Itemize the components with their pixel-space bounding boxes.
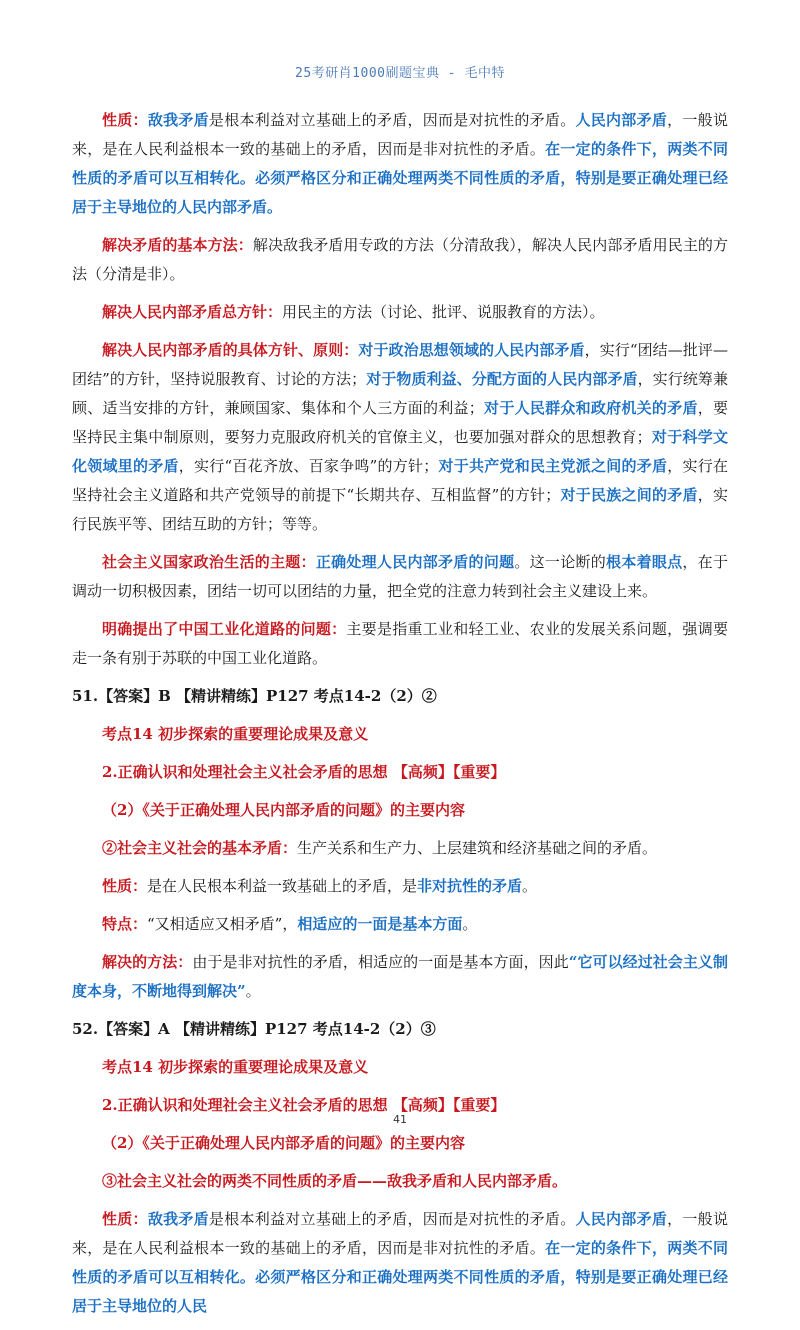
text-run: 对于物质利益、分配方面的人民内部矛盾 xyxy=(366,370,638,388)
text-run: ，一般说来，是在人民利益根本一致的基础上的矛盾，因而是非对抗性的矛盾。 xyxy=(72,1210,728,1257)
text-run: 解决人民内部矛盾总方针： xyxy=(102,303,283,321)
text-run: 考点14 初步探索的重要理论成果及意义 xyxy=(102,1058,369,1076)
text-run: 对于共产党和民主党派之间的矛盾 xyxy=(438,457,668,475)
text-run: 根本着眼点 xyxy=(606,553,683,571)
paragraph xyxy=(72,106,728,222)
text-run: 性质： xyxy=(102,111,148,129)
text-run: 相适应的一面是基本方面 xyxy=(297,915,463,933)
paragraph xyxy=(72,720,728,749)
paragraph xyxy=(72,336,728,539)
paragraph xyxy=(72,1015,728,1044)
text-run: 明确提出了中国工业化道路的问题： xyxy=(102,620,347,638)
text-run: ，实行民族平等、团结互助的方针；等等。 xyxy=(72,486,728,533)
text-run: ，要坚持民主集中制原则，要努力克服政府机关的官僚主义，也要加强对群众的思想教育； xyxy=(72,399,728,446)
page-header: 25考研肖1000刷题宝典 - 毛中特 xyxy=(295,66,505,81)
text-run: “它可以经过社会主义制度本身，不断地得到解决” xyxy=(72,953,728,1000)
paragraph xyxy=(72,682,728,711)
text-run: 性质： xyxy=(102,877,148,895)
text-run: 是根本利益对立基础上的矛盾，因而是对抗性的矛盾。 xyxy=(208,111,576,129)
text-run: 。 xyxy=(522,877,538,895)
text-run: 人民内部矛盾 xyxy=(575,1210,668,1228)
text-run: 解决的方法： xyxy=(102,953,193,971)
text-run: 考点14 初步探索的重要理论成果及意义 xyxy=(102,725,369,743)
paragraph xyxy=(72,231,728,289)
text-run: 是根本利益对立基础上的矛盾，因而是对抗性的矛盾。 xyxy=(208,1210,576,1228)
paragraph xyxy=(72,615,728,673)
text-run: 是在人民根本利益一致基础上的矛盾，是 xyxy=(147,877,418,895)
text-run: 对于科学文化领域里的矛盾 xyxy=(72,428,728,475)
text-run: 。这一论断的 xyxy=(514,553,607,571)
paragraph xyxy=(72,872,728,901)
answer-line: 52.【答案】A 【精讲精练】P127 考点14-2（2）③ xyxy=(72,1020,436,1038)
document-body xyxy=(72,106,728,1330)
text-run: 解决人民内部矛盾的具体方针、原则： xyxy=(102,341,359,359)
text-run: （2）《关于正确处理人民内部矛盾的问题》的主要内容 xyxy=(102,1134,465,1152)
text-run: ，在于调动一切积极因素，团结一切可以团结的力量，把全党的注意力转到社会主义建设上来。 xyxy=(72,553,728,600)
page-number: 41 xyxy=(393,1113,407,1126)
text-run: ③社会主义社会的两类不同性质的矛盾——敌我矛盾和人民内部矛盾。 xyxy=(102,1172,568,1190)
text-run: 对于人民群众和政府机关的矛盾 xyxy=(483,399,698,417)
text-run: 敌我矛盾 xyxy=(147,111,209,129)
text-run: ，实行“百花齐放、百家争鸣”的方针； xyxy=(178,457,439,475)
text-run: ，一般说来，是在人民利益根本一致的基础上的矛盾，因而是非对抗性的矛盾。 xyxy=(72,111,728,158)
paragraph xyxy=(72,1205,728,1321)
text-run: 由于是非对抗性的矛盾，相适应的一面是基本方面，因此 xyxy=(192,953,569,971)
paragraph xyxy=(72,834,728,863)
text-run: 人民内部矛盾 xyxy=(575,111,668,129)
paragraph xyxy=(72,1129,728,1158)
text-run: 用民主的方法（讨论、批评、说服教育的方法）。 xyxy=(282,303,605,321)
text-run: 社会主义国家政治生活的主题： xyxy=(102,553,316,571)
text-run: 解决矛盾的基本方法： xyxy=(102,236,253,254)
text-run: 在一定的条件下，两类不同性质的矛盾可以互相转化。必须严格区分和正确处理两类不同性质的矛盾，特别是要正确处理已经居于主导地位的人民 xyxy=(72,1239,728,1315)
text-run: ②社会主义社会的基本矛盾： xyxy=(102,839,298,857)
text-run: ，实行“团结—批评—团结”的方针，坚持说服教育、讨论的方法； xyxy=(72,341,728,388)
text-run: 2.正确认识和处理社会主义社会矛盾的思想 【高频】【重要】 xyxy=(102,1096,506,1114)
text-run: 2.正确认识和处理社会主义社会矛盾的思想 【高频】【重要】 xyxy=(102,763,506,781)
text-run: （2）《关于正确处理人民内部矛盾的问题》的主要内容 xyxy=(102,801,465,819)
text-run: ，实行统筹兼顾、适当安排的方针，兼顾国家、集体和个人三方面的利益； xyxy=(72,370,728,417)
paragraph xyxy=(72,1167,728,1196)
paragraph xyxy=(72,1053,728,1082)
paragraph xyxy=(72,758,728,787)
paragraph xyxy=(72,548,728,606)
text-run: 在一定的条件下，两类不同性质的矛盾可以互相转化。必须严格区分和正确处理两类不同性质的矛盾，特别是要正确处理已经居于主导地位的人民内部矛盾。 xyxy=(72,140,728,216)
text-run: 生产关系和生产力、上层建筑和经济基础之间的矛盾。 xyxy=(297,839,658,857)
paragraph xyxy=(72,298,728,327)
paragraph xyxy=(72,796,728,825)
text-run: 敌我矛盾 xyxy=(147,1210,209,1228)
text-run: 非对抗性的矛盾 xyxy=(417,877,523,895)
text-run: ，实行在坚持社会主义道路和共产党领导的前提下“长期共存、互相监督”的方针； xyxy=(72,457,728,504)
paragraph xyxy=(72,910,728,939)
paragraph xyxy=(72,948,728,1006)
text-run: 对于民族之间的矛盾 xyxy=(560,486,698,504)
text-run: 性质： xyxy=(102,1210,148,1228)
text-run: 正确处理人民内部矛盾的问题 xyxy=(315,553,515,571)
text-run: 主要是指重工业和轻工业、农业的发展关系问题，强调要走一条有别于苏联的中国工业化道路。 xyxy=(72,620,728,667)
answer-line: 51.【答案】B 【精讲精练】P127 考点14-2（2）② xyxy=(72,687,437,705)
text-run: 对于政治思想领域的人民内部矛盾 xyxy=(358,341,585,359)
text-run: “又相适应又相矛盾”， xyxy=(147,915,298,933)
text-run: 。 xyxy=(462,915,478,933)
text-run: 解决敌我矛盾用专政的方法（分清敌我），解决人民内部矛盾用民主的方法（分清是非）。 xyxy=(72,236,728,283)
text-run: 特点： xyxy=(102,915,148,933)
text-run: 。 xyxy=(245,982,261,1000)
